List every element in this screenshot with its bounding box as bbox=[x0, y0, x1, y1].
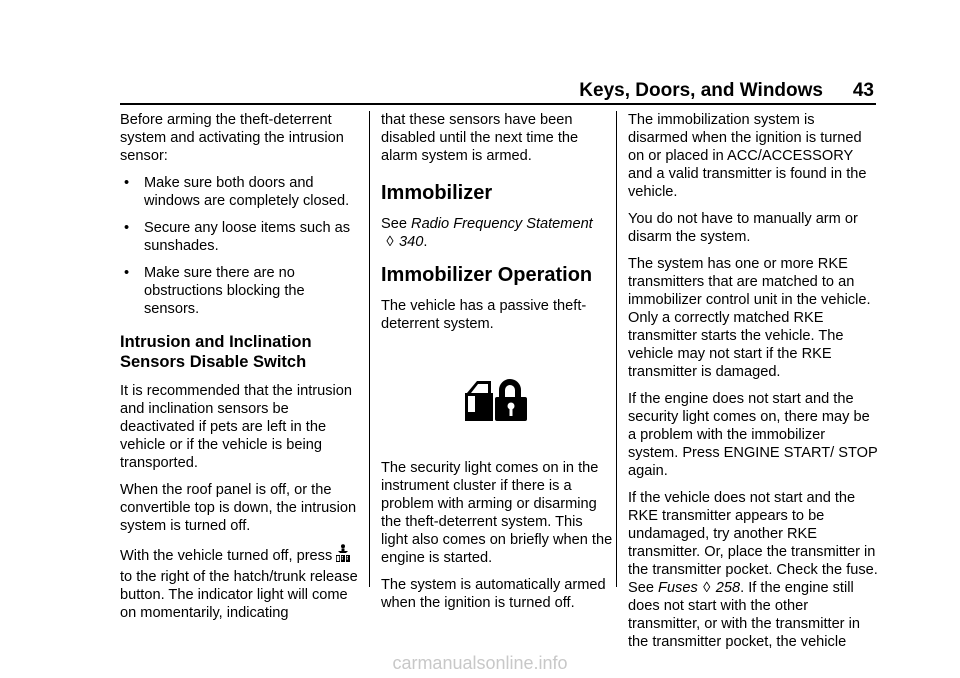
bullet-text: Secure any loose items such as sunshades. bbox=[144, 220, 351, 254]
page-reference-icon: ◊ bbox=[386, 234, 394, 250]
security-light-paragraph: The security light comes on in the instrument cluster if there is a problem with arming or disarming the theft-deterrent system. This light also comes on briefly when the engine is started. bbox=[381, 460, 613, 566]
watermark: carmanualsonline.info bbox=[392, 653, 568, 673]
disarm-paragraph: The immobilization system is disarmed when the ignition is turned on or placed in ACC/ACCESSORY and a valid transmitter is found in the vehicle. bbox=[628, 112, 867, 200]
continued-paragraph: that these sensors have been disabled until the next time the alarm system is armed. bbox=[381, 112, 579, 164]
immobilizer-operation-heading: Immobilizer Operation bbox=[381, 264, 593, 286]
immobilizer-heading: Immobilizer bbox=[381, 182, 493, 204]
heading-line-2: Sensors Disable Switch bbox=[120, 353, 307, 371]
rke-paragraph: The system has one or more RKE transmitters that are matched to an immobilizer control unit in the vehicle. Only a correctly matched RKE transmitter starts the vehicle. The vehicle may not start if the RKE transmitter is damaged. bbox=[628, 256, 871, 380]
bullet-item bbox=[120, 174, 358, 210]
bullet-text: Make sure both doors and windows are completely closed. bbox=[144, 175, 350, 209]
switch-description: to the right of the hatch/trunk release button. The indicator light will come on momentarily, indicating bbox=[120, 569, 358, 621]
pets-paragraph: It is recommended that the intrusion and inclination sensors be deactivated if pets are left in the vehicle or if the vehicle is being transported. bbox=[120, 383, 352, 471]
see-prefix: See bbox=[381, 216, 407, 232]
column-divider bbox=[616, 111, 617, 587]
bullet-mark: • bbox=[124, 220, 130, 236]
press-switch-paragraph bbox=[120, 544, 358, 622]
passive-system-paragraph: The vehicle has a passive theft-deterrent system. bbox=[381, 298, 587, 332]
fuses-page-reference[interactable]: 258 bbox=[715, 580, 741, 596]
intrusion-sensor-off-icon bbox=[335, 544, 351, 568]
security-light-icon bbox=[463, 375, 529, 423]
manual-arm-paragraph: You do not have to manually arm or disarm the system. bbox=[628, 211, 858, 245]
period: . bbox=[423, 234, 428, 250]
column-3 bbox=[628, 111, 878, 660]
column-2 bbox=[381, 111, 613, 621]
page-reference[interactable]: 340 bbox=[399, 234, 424, 250]
armed-paragraph: The system is automatically armed when the ignition is turned off. bbox=[381, 577, 606, 611]
roof-paragraph: When the roof panel is off, or the convertible top is down, the intrusion system is turned off. bbox=[120, 482, 357, 534]
heading-line-1: Intrusion and Inclination bbox=[120, 333, 312, 351]
see-reference bbox=[381, 215, 613, 251]
radio-frequency-link[interactable]: Radio Frequency Statement bbox=[411, 216, 593, 232]
bullet-text: Make sure there are no obstructions blocking the sensors. bbox=[144, 265, 305, 317]
column-divider bbox=[369, 111, 370, 587]
bullet-mark: • bbox=[124, 265, 130, 281]
engine-start-paragraph: If the engine does not start and the security light comes on, there may be a problem with the immobilizer system. Press ENGINE START/ STOP again. bbox=[628, 391, 878, 479]
page-reference-icon: ◊ bbox=[703, 580, 711, 596]
bullet-item bbox=[120, 264, 358, 318]
intro-paragraph: Before arming the theft-deterrent system and activating the intrusion sensor: bbox=[120, 112, 344, 164]
fuses-link[interactable]: Fuses bbox=[658, 580, 698, 596]
troubleshoot-text: If the vehicle does not start and the RKE transmitter appears to be undamaged, try another RKE transmitter. Or, place the transmitter in the transmitter pocket. Check the fuse. See bbox=[628, 490, 878, 596]
bullet-mark: • bbox=[124, 175, 130, 191]
page-number: 43 bbox=[852, 80, 874, 101]
section-title: Keys, Doors, and Windows bbox=[579, 80, 823, 101]
bullet-item bbox=[120, 219, 358, 255]
header-divider bbox=[120, 103, 876, 105]
press-text: With the vehicle turned off, press bbox=[120, 548, 333, 564]
troubleshoot-paragraph bbox=[628, 489, 878, 651]
column-1 bbox=[120, 111, 358, 631]
sensors-disable-heading bbox=[120, 332, 358, 372]
troubleshoot-text-continued: . If the engine still does not start with the other transmitter, or with the transmitter in the transmitter pocket, the vehicle bbox=[628, 580, 860, 650]
